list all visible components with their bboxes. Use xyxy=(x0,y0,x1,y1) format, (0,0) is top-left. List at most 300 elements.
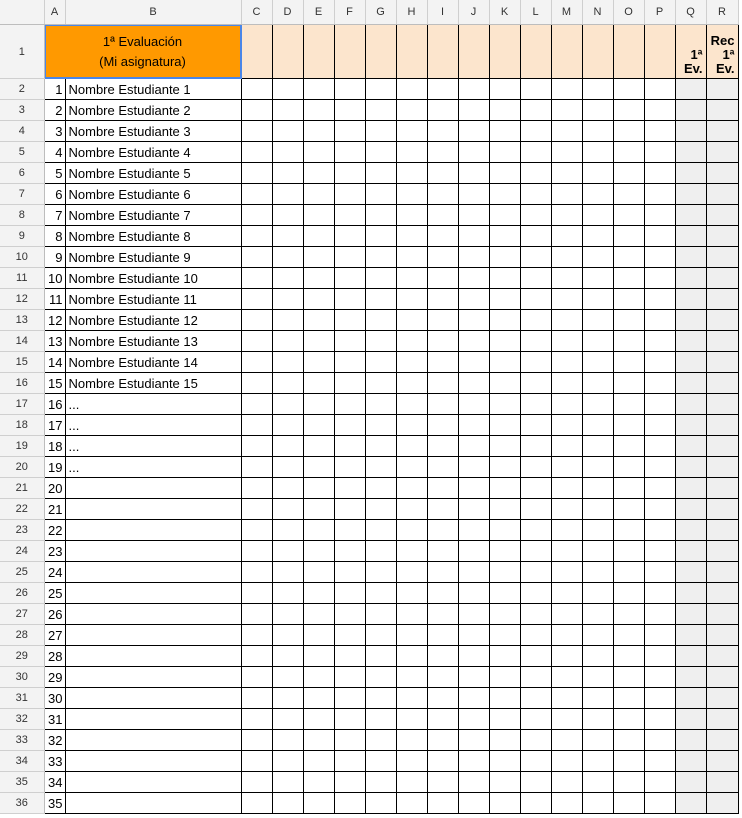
grade-cell[interactable] xyxy=(644,625,675,646)
student-name-cell[interactable] xyxy=(65,772,241,793)
grade-cell[interactable] xyxy=(241,793,272,814)
recovery-eval-cell[interactable] xyxy=(706,121,738,142)
grade-cell[interactable] xyxy=(582,478,613,499)
grade-cell[interactable] xyxy=(241,331,272,352)
grade-cell[interactable] xyxy=(427,562,458,583)
student-name-cell[interactable]: Nombre Estudiante 1 xyxy=(65,79,241,100)
grade-cell[interactable] xyxy=(520,772,551,793)
row-header[interactable]: 4 xyxy=(0,121,44,142)
grade-cell[interactable] xyxy=(241,709,272,730)
grade-cell[interactable] xyxy=(365,730,396,751)
recovery-eval-cell[interactable] xyxy=(706,667,738,688)
header-cell-n[interactable] xyxy=(582,25,613,79)
grade-cell[interactable] xyxy=(551,625,582,646)
row-header[interactable]: 35 xyxy=(0,772,44,793)
student-number-cell[interactable]: 34 xyxy=(44,772,65,793)
grade-cell[interactable] xyxy=(458,478,489,499)
grade-cell[interactable] xyxy=(520,583,551,604)
grade-cell[interactable] xyxy=(303,184,334,205)
grade-cell[interactable] xyxy=(272,793,303,814)
first-eval-cell[interactable] xyxy=(675,142,706,163)
grade-cell[interactable] xyxy=(520,667,551,688)
grade-cell[interactable] xyxy=(427,667,458,688)
grade-cell[interactable] xyxy=(644,646,675,667)
student-number-cell[interactable]: 15 xyxy=(44,373,65,394)
grade-cell[interactable] xyxy=(272,100,303,121)
grade-cell[interactable] xyxy=(241,289,272,310)
grade-cell[interactable] xyxy=(396,562,427,583)
grade-cell[interactable] xyxy=(582,100,613,121)
grade-cell[interactable] xyxy=(396,709,427,730)
grade-cell[interactable] xyxy=(458,394,489,415)
recovery-eval-cell[interactable] xyxy=(706,457,738,478)
header-cell-e[interactable] xyxy=(303,25,334,79)
grade-cell[interactable] xyxy=(365,436,396,457)
row-header[interactable]: 6 xyxy=(0,163,44,184)
grade-cell[interactable] xyxy=(582,625,613,646)
grade-cell[interactable] xyxy=(427,205,458,226)
grade-cell[interactable] xyxy=(520,541,551,562)
grade-cell[interactable] xyxy=(582,121,613,142)
row-header[interactable]: 7 xyxy=(0,184,44,205)
grade-cell[interactable] xyxy=(241,310,272,331)
recovery-eval-cell[interactable] xyxy=(706,289,738,310)
row-header[interactable]: 21 xyxy=(0,478,44,499)
student-name-cell[interactable]: Nombre Estudiante 5 xyxy=(65,163,241,184)
recovery-eval-cell[interactable] xyxy=(706,646,738,667)
grade-cell[interactable] xyxy=(334,268,365,289)
grade-cell[interactable] xyxy=(427,79,458,100)
student-number-cell[interactable]: 13 xyxy=(44,331,65,352)
grade-cell[interactable] xyxy=(365,478,396,499)
grade-cell[interactable] xyxy=(458,331,489,352)
student-name-cell[interactable]: Nombre Estudiante 7 xyxy=(65,205,241,226)
row-header[interactable]: 9 xyxy=(0,226,44,247)
grade-cell[interactable] xyxy=(644,604,675,625)
student-number-cell[interactable]: 11 xyxy=(44,289,65,310)
header-cell-g[interactable] xyxy=(365,25,396,79)
grade-cell[interactable] xyxy=(520,688,551,709)
recovery-eval-cell[interactable] xyxy=(706,394,738,415)
grade-cell[interactable] xyxy=(644,562,675,583)
grade-cell[interactable] xyxy=(365,583,396,604)
grade-cell[interactable] xyxy=(365,499,396,520)
grade-cell[interactable] xyxy=(365,394,396,415)
recovery-eval-cell[interactable] xyxy=(706,604,738,625)
grade-cell[interactable] xyxy=(365,289,396,310)
first-eval-cell[interactable] xyxy=(675,625,706,646)
grade-cell[interactable] xyxy=(427,331,458,352)
student-number-cell[interactable]: 29 xyxy=(44,667,65,688)
grade-cell[interactable] xyxy=(458,793,489,814)
column-header-h[interactable]: H xyxy=(396,0,427,25)
grade-cell[interactable] xyxy=(334,394,365,415)
grade-cell[interactable] xyxy=(551,541,582,562)
grade-cell[interactable] xyxy=(241,184,272,205)
grade-cell[interactable] xyxy=(613,772,644,793)
grade-cell[interactable] xyxy=(520,751,551,772)
grade-cell[interactable] xyxy=(613,751,644,772)
student-number-cell[interactable]: 31 xyxy=(44,709,65,730)
grade-cell[interactable] xyxy=(458,667,489,688)
grade-cell[interactable] xyxy=(644,436,675,457)
grade-cell[interactable] xyxy=(303,541,334,562)
grade-cell[interactable] xyxy=(551,688,582,709)
grade-cell[interactable] xyxy=(520,646,551,667)
select-all-corner[interactable] xyxy=(0,0,44,25)
grade-cell[interactable] xyxy=(303,247,334,268)
grade-cell[interactable] xyxy=(613,163,644,184)
grade-cell[interactable] xyxy=(458,625,489,646)
grade-cell[interactable] xyxy=(613,709,644,730)
grade-cell[interactable] xyxy=(334,478,365,499)
grade-cell[interactable] xyxy=(551,163,582,184)
grade-cell[interactable] xyxy=(365,331,396,352)
grade-cell[interactable] xyxy=(489,499,520,520)
grade-cell[interactable] xyxy=(489,121,520,142)
grade-cell[interactable] xyxy=(396,247,427,268)
grade-cell[interactable] xyxy=(582,205,613,226)
grade-cell[interactable] xyxy=(520,499,551,520)
grade-cell[interactable] xyxy=(396,310,427,331)
header-cell-o[interactable] xyxy=(613,25,644,79)
grade-cell[interactable] xyxy=(551,352,582,373)
grade-cell[interactable] xyxy=(272,667,303,688)
grade-cell[interactable] xyxy=(396,100,427,121)
grade-cell[interactable] xyxy=(427,793,458,814)
column-header-d[interactable]: D xyxy=(272,0,303,25)
grade-cell[interactable] xyxy=(272,226,303,247)
grade-cell[interactable] xyxy=(458,142,489,163)
recovery-eval-header-cell[interactable] xyxy=(706,25,738,79)
row-header[interactable]: 20 xyxy=(0,457,44,478)
grade-cell[interactable] xyxy=(272,520,303,541)
grade-cell[interactable] xyxy=(489,163,520,184)
header-cell-h[interactable] xyxy=(396,25,427,79)
row-header[interactable]: 31 xyxy=(0,688,44,709)
first-eval-cell[interactable] xyxy=(675,583,706,604)
grade-cell[interactable] xyxy=(582,415,613,436)
grade-cell[interactable] xyxy=(489,394,520,415)
row-header[interactable]: 29 xyxy=(0,646,44,667)
student-name-cell[interactable]: ... xyxy=(65,394,241,415)
grade-cell[interactable] xyxy=(365,121,396,142)
column-header-f[interactable]: F xyxy=(334,0,365,25)
grade-cell[interactable] xyxy=(458,604,489,625)
row-header[interactable]: 14 xyxy=(0,331,44,352)
header-cell-f[interactable] xyxy=(334,25,365,79)
grade-cell[interactable] xyxy=(458,499,489,520)
grade-cell[interactable] xyxy=(458,163,489,184)
student-number-cell[interactable]: 22 xyxy=(44,520,65,541)
grade-cell[interactable] xyxy=(241,247,272,268)
grade-cell[interactable] xyxy=(644,415,675,436)
grade-cell[interactable] xyxy=(272,730,303,751)
first-eval-cell[interactable] xyxy=(675,247,706,268)
grade-cell[interactable] xyxy=(365,100,396,121)
student-number-cell[interactable]: 6 xyxy=(44,184,65,205)
row-header[interactable]: 24 xyxy=(0,541,44,562)
grade-cell[interactable] xyxy=(365,688,396,709)
student-name-cell[interactable]: Nombre Estudiante 12 xyxy=(65,310,241,331)
grade-cell[interactable] xyxy=(613,226,644,247)
student-number-cell[interactable]: 9 xyxy=(44,247,65,268)
grade-cell[interactable] xyxy=(272,394,303,415)
student-name-cell[interactable]: Nombre Estudiante 14 xyxy=(65,352,241,373)
first-eval-cell[interactable] xyxy=(675,604,706,625)
grade-cell[interactable] xyxy=(458,541,489,562)
grade-cell[interactable] xyxy=(582,289,613,310)
grade-cell[interactable] xyxy=(613,331,644,352)
grade-cell[interactable] xyxy=(396,604,427,625)
grade-cell[interactable] xyxy=(272,331,303,352)
grade-cell[interactable] xyxy=(613,310,644,331)
column-header-e[interactable]: E xyxy=(303,0,334,25)
grade-cell[interactable] xyxy=(334,730,365,751)
grade-cell[interactable] xyxy=(520,436,551,457)
grade-cell[interactable] xyxy=(458,121,489,142)
grade-cell[interactable] xyxy=(644,79,675,100)
grade-cell[interactable] xyxy=(241,604,272,625)
grade-cell[interactable] xyxy=(551,604,582,625)
grade-cell[interactable] xyxy=(644,793,675,814)
column-header-m[interactable]: M xyxy=(551,0,582,25)
grade-cell[interactable] xyxy=(644,730,675,751)
grade-cell[interactable] xyxy=(582,436,613,457)
grade-cell[interactable] xyxy=(458,730,489,751)
recovery-eval-cell[interactable] xyxy=(706,793,738,814)
grade-cell[interactable] xyxy=(613,352,644,373)
grade-cell[interactable] xyxy=(551,289,582,310)
grade-cell[interactable] xyxy=(303,163,334,184)
grade-cell[interactable] xyxy=(241,499,272,520)
grade-cell[interactable] xyxy=(334,541,365,562)
grade-cell[interactable] xyxy=(334,751,365,772)
grade-cell[interactable] xyxy=(551,583,582,604)
grade-cell[interactable] xyxy=(303,79,334,100)
grade-cell[interactable] xyxy=(427,163,458,184)
grade-cell[interactable] xyxy=(334,772,365,793)
grade-cell[interactable] xyxy=(458,184,489,205)
student-name-cell[interactable] xyxy=(65,751,241,772)
grade-cell[interactable] xyxy=(396,751,427,772)
grade-cell[interactable] xyxy=(303,625,334,646)
grade-cell[interactable] xyxy=(303,121,334,142)
grade-cell[interactable] xyxy=(582,247,613,268)
student-name-cell[interactable] xyxy=(65,625,241,646)
row-header[interactable]: 13 xyxy=(0,310,44,331)
grade-cell[interactable] xyxy=(396,457,427,478)
student-name-cell[interactable] xyxy=(65,478,241,499)
column-header-p[interactable]: P xyxy=(644,0,675,25)
grade-cell[interactable] xyxy=(551,121,582,142)
student-number-cell[interactable]: 23 xyxy=(44,541,65,562)
first-eval-header-cell[interactable] xyxy=(675,25,706,79)
grade-cell[interactable] xyxy=(334,352,365,373)
grade-cell[interactable] xyxy=(334,373,365,394)
first-eval-cell[interactable] xyxy=(675,352,706,373)
grade-cell[interactable] xyxy=(272,583,303,604)
grade-cell[interactable] xyxy=(241,436,272,457)
grade-cell[interactable] xyxy=(334,520,365,541)
grade-cell[interactable] xyxy=(644,751,675,772)
grade-cell[interactable] xyxy=(582,562,613,583)
grade-cell[interactable] xyxy=(396,289,427,310)
grade-cell[interactable] xyxy=(644,352,675,373)
grade-cell[interactable] xyxy=(334,709,365,730)
grade-cell[interactable] xyxy=(520,394,551,415)
column-header-q[interactable]: Q xyxy=(675,0,706,25)
grade-cell[interactable] xyxy=(272,478,303,499)
grade-cell[interactable] xyxy=(303,226,334,247)
grade-cell[interactable] xyxy=(241,730,272,751)
recovery-eval-cell[interactable] xyxy=(706,688,738,709)
grade-cell[interactable] xyxy=(551,310,582,331)
grade-cell[interactable] xyxy=(396,268,427,289)
grade-cell[interactable] xyxy=(427,625,458,646)
grade-cell[interactable] xyxy=(458,688,489,709)
student-name-cell[interactable]: Nombre Estudiante 6 xyxy=(65,184,241,205)
grade-cell[interactable] xyxy=(427,373,458,394)
grade-cell[interactable] xyxy=(644,667,675,688)
recovery-eval-cell[interactable] xyxy=(706,541,738,562)
grade-cell[interactable] xyxy=(458,373,489,394)
grade-cell[interactable] xyxy=(334,247,365,268)
grade-cell[interactable] xyxy=(613,289,644,310)
column-header-c[interactable]: C xyxy=(241,0,272,25)
header-cell-i[interactable] xyxy=(427,25,458,79)
grade-cell[interactable] xyxy=(303,415,334,436)
student-number-cell[interactable]: 1 xyxy=(44,79,65,100)
first-eval-cell[interactable] xyxy=(675,793,706,814)
grade-cell[interactable] xyxy=(303,268,334,289)
student-number-cell[interactable]: 26 xyxy=(44,604,65,625)
grade-cell[interactable] xyxy=(427,478,458,499)
grade-cell[interactable] xyxy=(365,667,396,688)
grade-cell[interactable] xyxy=(458,583,489,604)
grade-cell[interactable] xyxy=(365,772,396,793)
grade-cell[interactable] xyxy=(334,562,365,583)
row-header[interactable]: 18 xyxy=(0,415,44,436)
grade-cell[interactable] xyxy=(582,457,613,478)
grade-cell[interactable] xyxy=(272,457,303,478)
first-eval-cell[interactable] xyxy=(675,436,706,457)
grade-cell[interactable] xyxy=(582,142,613,163)
grade-cell[interactable] xyxy=(241,205,272,226)
grade-cell[interactable] xyxy=(427,247,458,268)
grade-cell[interactable] xyxy=(303,520,334,541)
grade-cell[interactable] xyxy=(396,499,427,520)
student-number-cell[interactable]: 20 xyxy=(44,478,65,499)
grade-cell[interactable] xyxy=(427,583,458,604)
grade-cell[interactable] xyxy=(272,205,303,226)
grade-cell[interactable] xyxy=(365,793,396,814)
row-header[interactable]: 23 xyxy=(0,520,44,541)
grade-cell[interactable] xyxy=(303,604,334,625)
grade-cell[interactable] xyxy=(334,205,365,226)
first-eval-cell[interactable] xyxy=(675,205,706,226)
grade-cell[interactable] xyxy=(520,121,551,142)
grade-cell[interactable] xyxy=(644,205,675,226)
column-header-l[interactable]: L xyxy=(520,0,551,25)
grade-cell[interactable] xyxy=(272,646,303,667)
grade-cell[interactable] xyxy=(551,373,582,394)
grade-cell[interactable] xyxy=(644,226,675,247)
grade-cell[interactable] xyxy=(241,394,272,415)
grade-cell[interactable] xyxy=(458,247,489,268)
student-name-cell[interactable]: Nombre Estudiante 15 xyxy=(65,373,241,394)
grade-cell[interactable] xyxy=(489,625,520,646)
student-name-cell[interactable] xyxy=(65,667,241,688)
grade-cell[interactable] xyxy=(551,457,582,478)
grade-cell[interactable] xyxy=(396,730,427,751)
recovery-eval-cell[interactable] xyxy=(706,79,738,100)
grade-cell[interactable] xyxy=(644,163,675,184)
grade-cell[interactable] xyxy=(551,205,582,226)
row-header[interactable]: 16 xyxy=(0,373,44,394)
grade-cell[interactable] xyxy=(427,310,458,331)
grade-cell[interactable] xyxy=(334,625,365,646)
student-number-cell[interactable]: 16 xyxy=(44,394,65,415)
grade-cell[interactable] xyxy=(644,499,675,520)
grade-cell[interactable] xyxy=(582,331,613,352)
header-cell-l[interactable] xyxy=(520,25,551,79)
grade-cell[interactable] xyxy=(582,373,613,394)
recovery-eval-cell[interactable] xyxy=(706,226,738,247)
grade-cell[interactable] xyxy=(458,457,489,478)
row-header[interactable]: 15 xyxy=(0,352,44,373)
grade-cell[interactable] xyxy=(303,436,334,457)
grade-cell[interactable] xyxy=(241,121,272,142)
first-eval-cell[interactable] xyxy=(675,289,706,310)
grade-cell[interactable] xyxy=(520,268,551,289)
grade-cell[interactable] xyxy=(396,226,427,247)
column-header-j[interactable]: J xyxy=(458,0,489,25)
grade-cell[interactable] xyxy=(427,646,458,667)
grade-cell[interactable] xyxy=(489,205,520,226)
grade-cell[interactable] xyxy=(489,709,520,730)
recovery-eval-cell[interactable] xyxy=(706,331,738,352)
grade-cell[interactable] xyxy=(582,499,613,520)
grade-cell[interactable] xyxy=(489,730,520,751)
first-eval-cell[interactable] xyxy=(675,79,706,100)
grade-cell[interactable] xyxy=(613,541,644,562)
grade-cell[interactable] xyxy=(520,226,551,247)
first-eval-cell[interactable] xyxy=(675,688,706,709)
first-eval-cell[interactable] xyxy=(675,478,706,499)
grade-cell[interactable] xyxy=(458,310,489,331)
first-eval-cell[interactable] xyxy=(675,373,706,394)
first-eval-cell[interactable] xyxy=(675,394,706,415)
row-header[interactable]: 19 xyxy=(0,436,44,457)
grade-cell[interactable] xyxy=(551,478,582,499)
grade-cell[interactable] xyxy=(582,772,613,793)
column-header-r[interactable]: R xyxy=(706,0,738,25)
grade-cell[interactable] xyxy=(613,100,644,121)
recovery-eval-cell[interactable] xyxy=(706,562,738,583)
grade-cell[interactable] xyxy=(582,730,613,751)
grade-cell[interactable] xyxy=(551,751,582,772)
grade-cell[interactable] xyxy=(613,436,644,457)
grade-cell[interactable] xyxy=(582,310,613,331)
grade-cell[interactable] xyxy=(582,688,613,709)
grade-cell[interactable] xyxy=(582,394,613,415)
grade-cell[interactable] xyxy=(458,205,489,226)
first-eval-cell[interactable] xyxy=(675,268,706,289)
grade-cell[interactable] xyxy=(272,79,303,100)
student-number-cell[interactable]: 14 xyxy=(44,352,65,373)
grade-cell[interactable] xyxy=(334,646,365,667)
